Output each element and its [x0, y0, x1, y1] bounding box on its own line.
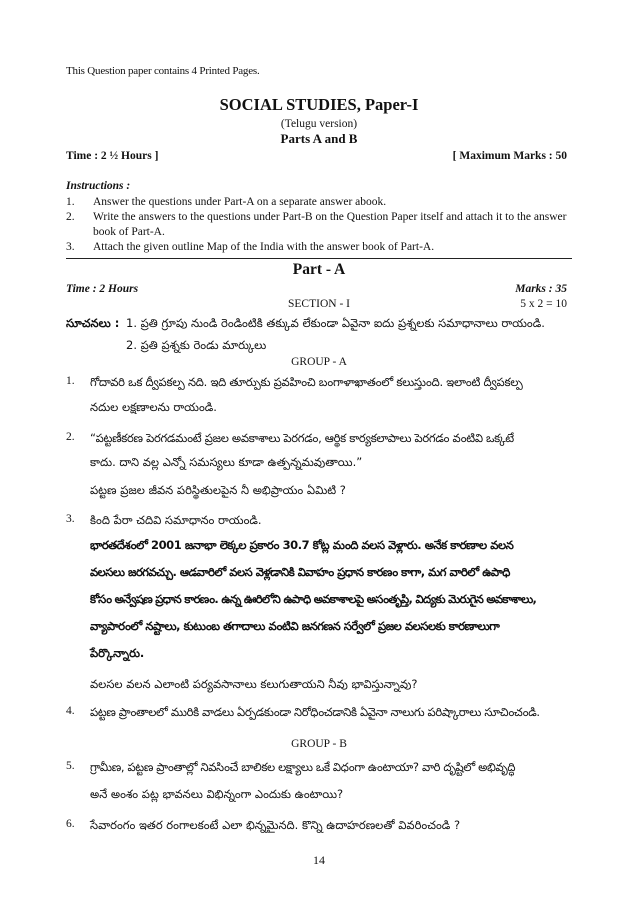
instruction-number: 3. — [66, 241, 75, 253]
instruction-text: Write the answers to the questions under Part-B on the Question Paper itself and attach it to the answer book of Part-A. — [93, 211, 567, 238]
paper-title: SOCIAL STUDIES, Paper-I — [219, 95, 419, 114]
question-text: వలసల వలన ఎలాంటి పర్యవసానాలు కలుగుతాయని నీవు భావిస్తున్నావు? — [90, 677, 418, 691]
notes-label: సూచనలు : — [66, 316, 120, 330]
note-item: 2. ప్రతి ప్రశ్నకు రెండు మార్కులు — [126, 338, 267, 352]
instruction-number: 1. — [66, 196, 75, 208]
group-b-heading: GROUP - B — [291, 738, 347, 750]
part-a-time: Time : 2 Hours — [66, 283, 139, 295]
question-number: 6. — [66, 818, 75, 830]
question-text: కాదు. దాని వల్ల ఎన్నో సమస్యలు కూడా ఉత్పన్నమవుతాయి.” — [90, 455, 363, 469]
paper-parts: Parts A and B — [280, 131, 358, 146]
question-text: పట్టణ ప్రజల జీవన పరిస్థితులపైన నీ అభిప్రాయం ఏమిటి ? — [90, 483, 346, 497]
question-text: నదుల లక్షణాలను రాయండి. — [90, 400, 217, 414]
question-text: గ్రామీణ, పట్టణ ప్రాంతాల్లో నివసించే బాలికల లక్ష్యాలు ఒకే విధంగా ఉంటాయా? వారి దృష్టిలో అభివృద్ధి — [90, 760, 516, 774]
section-marks: 5 x 2 = 10 — [520, 298, 567, 310]
question-text: గోదావరి ఒక ద్వీపకల్ప నది. ఇది తూర్పుకు ప్రవహించి బంగాళాఖాతంలో కలుస్తుంది. ఇలాంటి ద్వీపకల్ప — [90, 375, 523, 389]
instructions-heading: Instructions : — [66, 180, 131, 192]
paragraph-line: వ్యాపారంలో నష్టాలు, కుటుంబ తగాదాలు వంటివి జనగణన సర్వేలో ప్రజల వలసలకు కారణాలుగా — [90, 619, 500, 633]
paragraph-line: కోసం అన్వేషణ ప్రధాన కారణం. ఉన్న ఊరిలోని ఉపాధి అవకాశాలపై అసంతృప్తి, విద్యకు మెరుగైన అవకాశాలు, — [90, 592, 537, 606]
instruction-item — [66, 210, 571, 240]
group-a-heading: GROUP - A — [291, 356, 347, 368]
question-text: “పట్టణీకరణ పెరగడమంటే ప్రజల అవకాశాలు పెరగడం, ఆర్థిక కార్యకలాపాలు పెరగడం వంటివి ఒక్కటే — [90, 431, 514, 445]
part-a-marks: Marks : 35 — [515, 283, 567, 295]
question-number: 3. — [66, 513, 75, 525]
instruction-text: Answer the questions under Part-A on a separate answer abook. — [93, 196, 387, 208]
divider-line — [66, 258, 572, 259]
part-a-title: Part - A — [292, 261, 346, 278]
question-number: 4. — [66, 705, 75, 717]
question-text: సేవారంగం ఇతర రంగాలకంటే ఎలా భిన్నమైనది. కొన్ని ఉదాహరణలతో వివరించండి ? — [90, 818, 461, 832]
paper-subtitle: (Telugu version) — [280, 118, 358, 130]
paragraph-line: వలసలు జరగవచ్చు. ఆడవారిలో వలస వెళ్లడానికి వివాహం ప్రధాన కారణం కాగా, మగ వారిలో ఉపాధి — [90, 565, 510, 579]
paragraph-line: పేర్కొన్నారు. — [90, 646, 145, 660]
question-text: పట్టణ ప్రాంతాలలో మురికి వాడలు ఏర్పడకుండా నిరోధించడానికి ఏవైనా నాలుగు పరిష్కారాలు సూచించండి. — [90, 705, 540, 719]
instruction-item — [66, 240, 571, 255]
question-text: కింది పేరా చదివి సమాధానం రాయండి. — [90, 513, 262, 527]
maximum-marks: [ Maximum Marks : 50 — [452, 150, 567, 162]
question-number: 1. — [66, 375, 75, 387]
question-text: అనే అంశం పట్ల భావనలు విభిన్నంగా ఎందుకు ఉంటాయి? — [90, 787, 344, 801]
page-number: 14 — [313, 853, 325, 867]
paragraph-line: భారతదేశంలో 2001 జనాభా లెక్కల ప్రకారం 30.7 కోట్ల మంది వలస వెళ్లారు. అనేక కారణాల వలన — [90, 538, 514, 552]
instruction-item — [66, 195, 571, 210]
section-title: SECTION - I — [288, 298, 350, 310]
total-time: Time : 2 ½ Hours ] — [66, 150, 159, 162]
instruction-text: Attach the given outline Map of the India with the answer book of Part-A. — [93, 241, 435, 253]
question-number: 5. — [66, 760, 75, 772]
question-number: 2. — [66, 431, 75, 443]
note-item: 1. ప్రతి గ్రూపు నుండి రెండింటికి తక్కువ లేకుండా ఏవైనా ఐదు ప్రశ్నలకు సమాధానాలు రాయండి. — [126, 316, 545, 330]
instruction-number: 2. — [66, 211, 75, 223]
page-count-note: This Question paper contains 4 Printed Pages. — [66, 65, 260, 77]
